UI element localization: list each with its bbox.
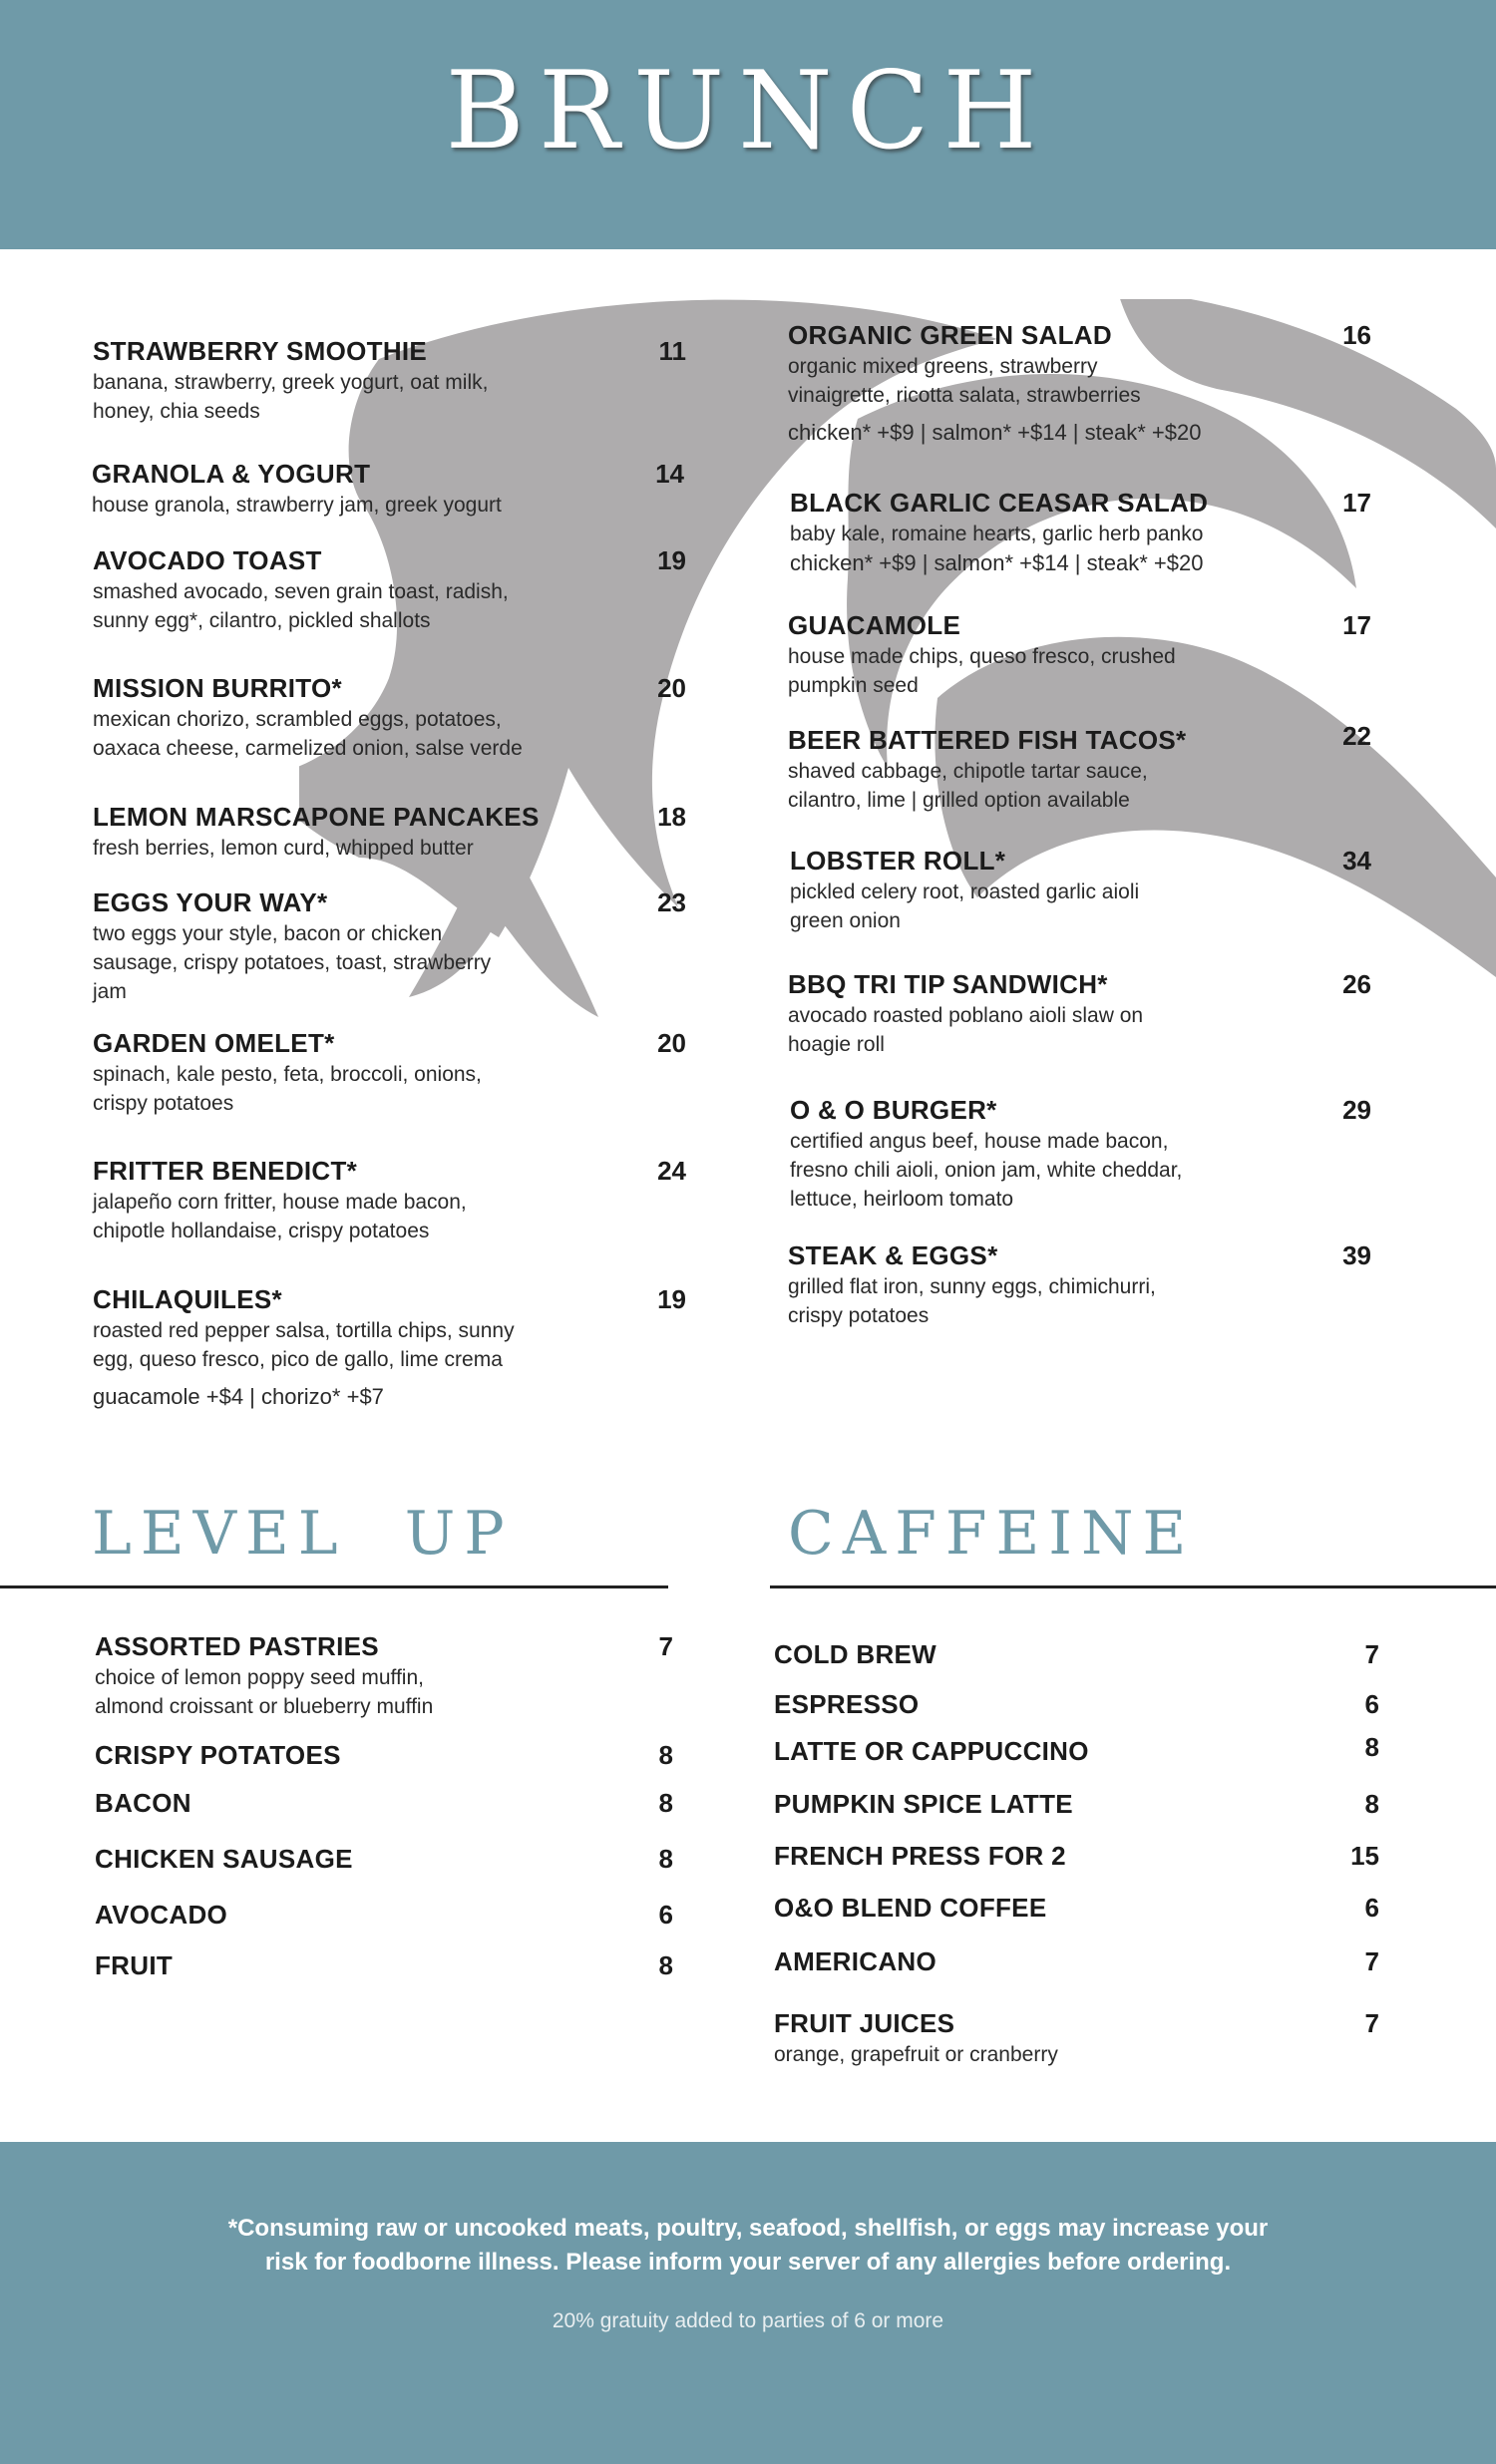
item-desc: house made chips, queso fresco, crushed pumpkin seed (788, 645, 1176, 697)
drink-item-oo-blend-coffee (774, 1892, 1379, 1924)
item-price: 39 (1342, 1240, 1371, 1270)
menu-item-lobster-roll (790, 845, 1371, 935)
section-title-level-up: LEVEL UP (92, 1499, 514, 1569)
item-name: GRANOLA & YOGURT (92, 459, 371, 489)
drink-item-fruit-juices (774, 2007, 1379, 2069)
item-desc: jalapeño corn fritter, house made bacon, chipotle hollandaise, crispy potatoes (93, 1191, 467, 1242)
addon-item-crispy-potatoes (95, 1739, 673, 1771)
item-desc: house granola, strawberry jam, greek yogurt (92, 494, 502, 517)
item-price: 7 (658, 1631, 673, 1661)
menu-item-beer-battered-fish-tacos (788, 721, 1371, 815)
section-title-caffeine: CAFFEINE (788, 1499, 1196, 1569)
item-price: 6 (1364, 1689, 1379, 1719)
item-price: 8 (658, 1950, 673, 1980)
item-name: ORGANIC GREEN SALAD (788, 320, 1112, 350)
item-name: EGGS YOUR WAY* (93, 887, 328, 917)
item-name: CRISPY POTATOES (95, 1740, 341, 1770)
item-name: ESPRESSO (774, 1689, 920, 1719)
item-price: 6 (658, 1900, 673, 1930)
item-price: 23 (657, 887, 686, 917)
item-desc: mexican chorizo, scrambled eggs, potatoes, oaxaca cheese, carmelized onion, salse verde (93, 708, 523, 760)
allergy-disclaimer (100, 2212, 1396, 2280)
item-price: 24 (657, 1156, 686, 1186)
item-price: 29 (1342, 1095, 1371, 1125)
drink-item-french-press-for-2 (774, 1840, 1379, 1872)
item-name: FRUIT JUICES (774, 2008, 955, 2038)
item-desc: roasted red pepper salsa, tortilla chips, sunny egg, queso fresco, pico de gallo, lime crema (93, 1319, 515, 1371)
item-desc: avocado roasted poblano aioli slaw on hoagie roll (788, 1004, 1144, 1056)
item-price: 17 (1342, 610, 1371, 640)
item-price: 34 (1342, 846, 1371, 876)
item-name: BACON (95, 1788, 191, 1818)
item-price: 8 (658, 1740, 673, 1770)
item-addon: chicken* +$9 | salmon* +$14 | steak* +$20 (788, 420, 1202, 445)
addon-item-bacon (95, 1787, 673, 1819)
item-price: 7 (1364, 1639, 1379, 1669)
item-name: LOBSTER ROLL* (790, 846, 1006, 876)
footer-banner (0, 2142, 1496, 2464)
addon-item-avocado (95, 1899, 673, 1931)
addon-item-fruit (95, 1949, 673, 1981)
menu-item-strawberry-smoothie (93, 335, 686, 426)
item-desc: banana, strawberry, greek yogurt, oat milk, honey, chia seeds (93, 371, 489, 423)
item-price: 8 (658, 1844, 673, 1874)
section-divider (0, 1585, 668, 1588)
item-name: ASSORTED PASTRIES (95, 1631, 379, 1661)
menu-item-avocado-toast (93, 544, 686, 635)
item-addon: chicken* +$9 | salmon* +$14 | steak* +$20 (790, 550, 1204, 575)
drink-item-pumpkin-spice-latte (774, 1788, 1379, 1820)
item-name: STEAK & EGGS* (788, 1240, 998, 1270)
item-name: FRENCH PRESS FOR 2 (774, 1841, 1066, 1871)
item-addon: guacamole +$4 | chorizo* +$7 (93, 1384, 384, 1409)
section-divider (770, 1585, 1496, 1588)
menu-item-mission-burrito (93, 672, 686, 763)
item-price: 6 (1364, 1893, 1379, 1923)
item-price: 17 (1342, 488, 1371, 518)
item-name: CHICKEN SAUSAGE (95, 1844, 353, 1874)
item-price: 16 (1342, 320, 1371, 350)
item-name: AVOCADO (95, 1900, 228, 1930)
menu-item-o-o-burger (790, 1094, 1371, 1214)
item-name: LATTE OR CAPPUCCINO (774, 1736, 1089, 1766)
item-price: 19 (657, 1284, 686, 1314)
item-desc: grilled flat iron, sunny eggs, chimichurri, crispy potatoes (788, 1275, 1156, 1327)
item-name: LEMON MARSCAPONE PANCAKES (93, 802, 540, 832)
item-name: COLD BREW (774, 1639, 937, 1669)
menu-item-fritter-benedict (93, 1155, 686, 1245)
addon-item-assorted-pastries (95, 1630, 673, 1721)
menu-item-guacamole (788, 609, 1371, 700)
item-price: 11 (658, 336, 686, 366)
item-name: BEER BATTERED FISH TACOS* (788, 725, 1187, 755)
menu-item-black-garlic-ceasar-salad (790, 487, 1371, 578)
item-desc: choice of lemon poppy seed muffin, almond croissant or blueberry muffin (95, 1666, 434, 1718)
item-desc: baby kale, romaine hearts, garlic herb panko (790, 523, 1204, 545)
item-name: FRITTER BENEDICT* (93, 1156, 358, 1186)
item-price: 15 (1350, 1841, 1379, 1871)
item-desc: certified angus beef, house made bacon, fresno chili aioli, onion jam, white cheddar, lettuce, heirloom tomato (790, 1130, 1183, 1211)
item-price: 18 (657, 802, 686, 832)
item-name: BBQ TRI TIP SANDWICH* (788, 969, 1108, 999)
menu-item-eggs-your-way (93, 886, 686, 1006)
item-price: 8 (1364, 1732, 1379, 1762)
item-name: BLACK GARLIC CEASAR SALAD (790, 488, 1209, 518)
menu-item-steak-eggs (788, 1239, 1371, 1330)
item-price: 20 (657, 1028, 686, 1058)
item-price: 7 (1364, 2008, 1379, 2038)
menu-item-bbq-tri-tip-sandwich (788, 968, 1371, 1059)
menu-item-lemon-marscapone-pancakes (93, 801, 686, 863)
item-desc: spinach, kale pesto, feta, broccoli, onions, crispy potatoes (93, 1063, 482, 1115)
menu-item-organic-green-salad (788, 319, 1371, 448)
item-desc: smashed avocado, seven grain toast, radish, sunny egg*, cilantro, pickled shallots (93, 580, 509, 632)
item-price: 22 (1342, 721, 1371, 751)
item-price: 19 (657, 545, 686, 575)
menu-item-garden-omelet (93, 1027, 686, 1118)
item-name: AVOCADO TOAST (93, 545, 322, 575)
menu-item-granola-yogurt (92, 458, 684, 520)
drink-item-espresso (774, 1688, 1379, 1720)
item-desc: shaved cabbage, chipotle tartar sauce, cilantro, lime | grilled option available (788, 760, 1148, 812)
item-desc: pickled celery root, roasted garlic aioli green onion (790, 880, 1140, 932)
item-price: 14 (655, 459, 684, 489)
item-name: PUMPKIN SPICE LATTE (774, 1789, 1073, 1819)
item-desc: organic mixed greens, strawberry vinaigrette, ricotta salata, strawberries (788, 355, 1141, 407)
item-name: CHILAQUILES* (93, 1284, 282, 1314)
disclaimer-line: risk for foodborne illness. Please inform your server of any allergies before ordering. (264, 2249, 1232, 2276)
drink-item-cold-brew (774, 1638, 1379, 1670)
item-price: 8 (1364, 1789, 1379, 1819)
item-desc: orange, grapefruit or cranberry (774, 2043, 1058, 2066)
item-name: O & O BURGER* (790, 1095, 997, 1125)
item-name: MISSION BURRITO* (93, 673, 342, 703)
menu-item-chilaquiles (93, 1283, 686, 1412)
gratuity-note: 20% gratuity added to parties of 6 or more (552, 2309, 944, 2332)
drink-item-latte-or-cappuccino (774, 1732, 1379, 1767)
addon-item-chicken-sausage (95, 1843, 673, 1875)
item-price: 8 (658, 1788, 673, 1818)
item-price: 20 (657, 673, 686, 703)
item-name: GARDEN OMELET* (93, 1028, 335, 1058)
item-name: AMERICANO (774, 1946, 937, 1976)
disclaimer-line: *Consuming raw or uncooked meats, poultry, seafood, shellfish, or eggs may increase your (227, 2215, 1269, 2242)
item-desc: two eggs your style, bacon or chicken sausage, crispy potatoes, toast, strawberry jam (93, 922, 492, 1003)
page-title: BRUNCH (445, 49, 1051, 174)
item-name: FRUIT (95, 1950, 174, 1980)
item-name: O&O BLEND COFFEE (774, 1893, 1047, 1923)
item-name: GUACAMOLE (788, 610, 961, 640)
item-price: 26 (1342, 969, 1371, 999)
item-desc: fresh berries, lemon curd, whipped butter (93, 837, 474, 860)
item-name: STRAWBERRY SMOOTHIE (93, 336, 428, 366)
item-price: 7 (1364, 1946, 1379, 1976)
drink-item-americano (774, 1945, 1379, 1977)
